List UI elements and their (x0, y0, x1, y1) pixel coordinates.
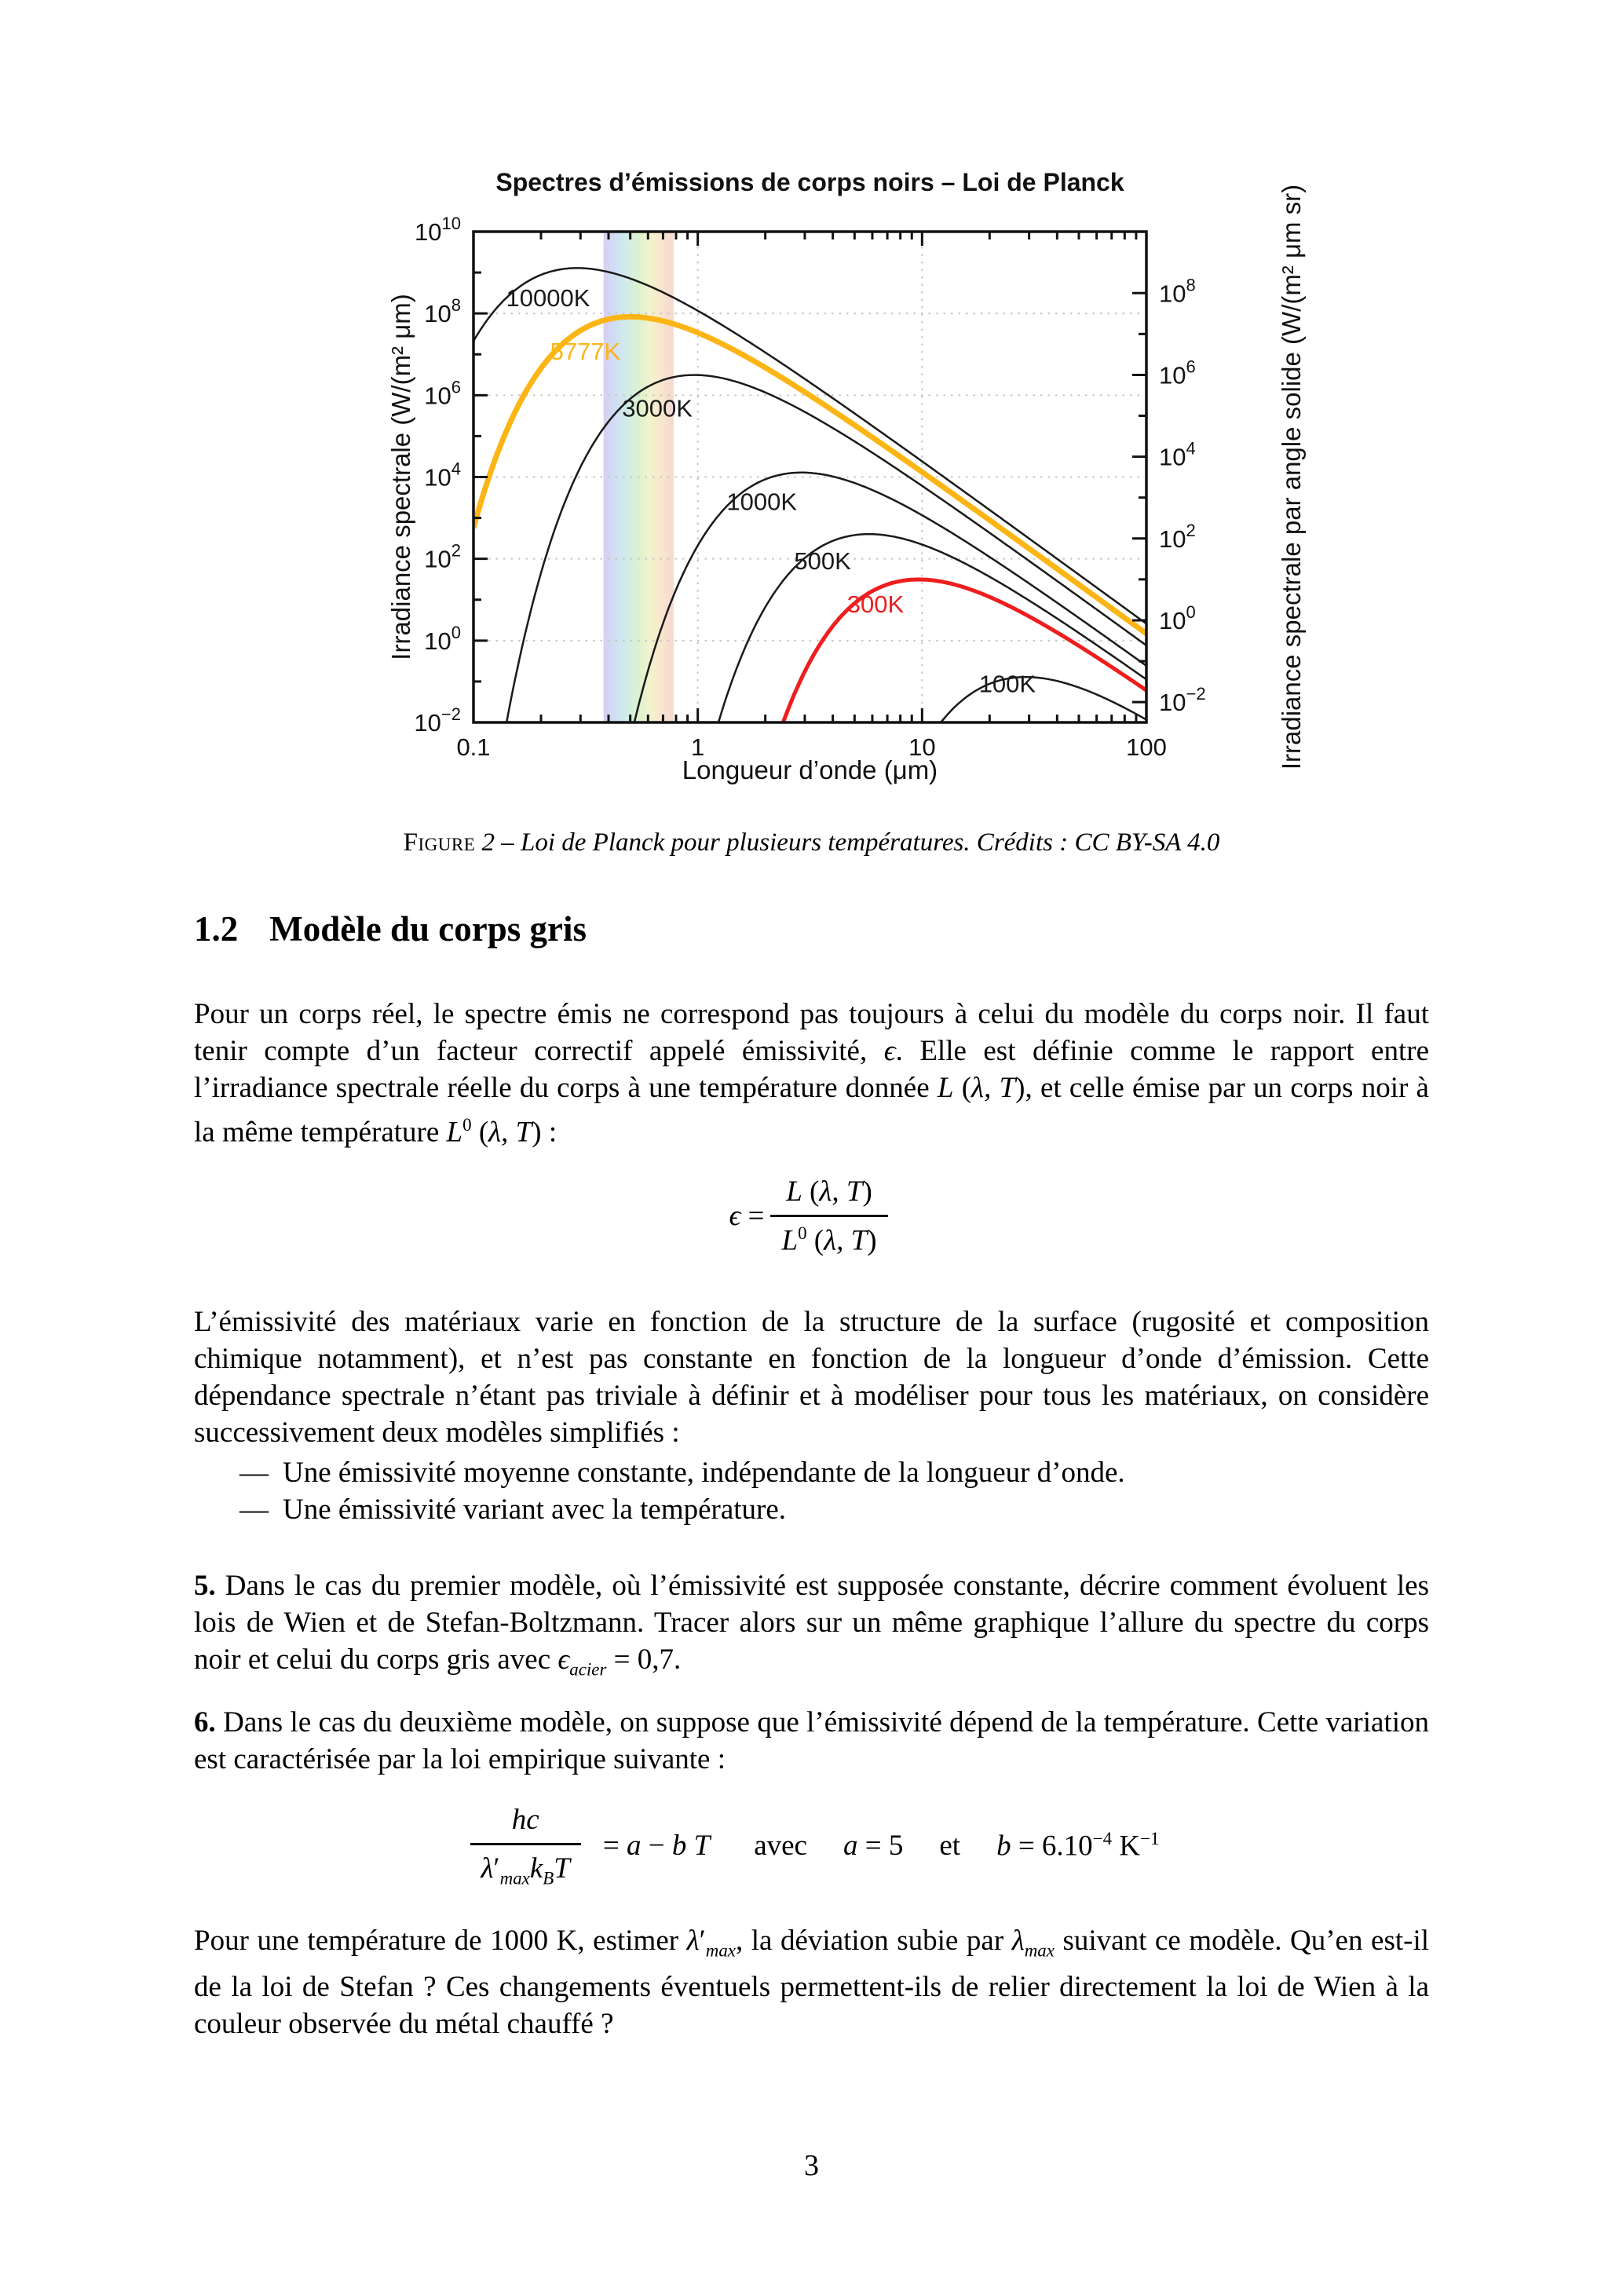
curve-label-300K: 300K (846, 590, 905, 618)
list-item (194, 1454, 1429, 1491)
equation-emissivity-lhs: ϵ = (729, 1200, 765, 1233)
equation-emissivity (194, 1175, 1429, 1257)
curve-label-5777K: 5777K (550, 337, 621, 365)
svg-text:100: 100 (1126, 733, 1167, 761)
curve-label-10000K: 10000K (506, 284, 590, 312)
page-number: 3 (804, 2149, 819, 2182)
equation-word-avec: avec (754, 1830, 807, 1863)
paragraph-emissivity-models: L’émissivité des matériaux varie en fonction de la structure de la surface (rugosité et composition chimique notamment), et n’est pas constante en fonction de la longueur d’onde d’émission. Cette dépendance spectrale n’étant pas triviale à définir et à modéliser pour tous les matériaux, on considère successivement deux modèles simplifiés : (194, 1306, 1429, 1449)
item-dash: — (239, 1493, 269, 1526)
svg-text:0.1: 0.1 (456, 733, 491, 761)
svg-text:104: $10^4$ (1159, 438, 1196, 471)
svg-text:1: 1 (691, 733, 705, 761)
svg-text:106: $10^6$ (424, 377, 461, 410)
item-text: Une émissivité variant avec la température. (283, 1493, 787, 1526)
svg-text:10: 10 (908, 733, 936, 761)
equation-empirical-law (194, 1803, 1429, 1888)
item-text: Une émissivité moyenne constante, indépendante de la longueur d’onde. (283, 1457, 1125, 1489)
figure-planck (361, 110, 1343, 809)
section-number: 1.2 (194, 909, 239, 949)
question-6-number: 6. (194, 1706, 216, 1738)
model-list (194, 1454, 1429, 1528)
question-5-number: 5. (194, 1570, 216, 1602)
svg-text:10−2: $10^{-2}$ (1159, 684, 1206, 717)
fraction-numerator: hc (511, 1804, 539, 1836)
svg-text:108: $10^8$ (424, 295, 461, 328)
question-6 (194, 1704, 1429, 1778)
equation-b-definition: $b = 6.10^{-4}$ $K^{-1}$ (996, 1829, 1160, 1863)
y-axis-title-right: Irradiance spectrale par angle solide (W/(m² μm sr) (1277, 184, 1306, 770)
planck-chart (361, 110, 1343, 809)
equation-empirical-rhs: = a − b T (602, 1830, 711, 1863)
curve-label-500K: 500K (794, 547, 851, 576)
question-6-text: Dans le cas du deuxième modèle, on suppose que l’émissivité dépend de la température. Cette variation est caractérisée par la loi empirique suivante : (194, 1706, 1429, 1775)
svg-text:10−2: $10^{-2}$ (414, 704, 461, 737)
curve-label-3000K: 3000K (622, 394, 693, 422)
svg-text:104: $10^4$ (424, 459, 461, 492)
question-5 (194, 1567, 1429, 1687)
svg-text:100: $10^0$ (424, 622, 461, 655)
curve-label-1000K: 1000K (726, 488, 798, 516)
item-dash: — (239, 1457, 269, 1489)
equation-emissivity-fraction (770, 1175, 887, 1257)
caption-text: – Loi de Planck pour plusieurs températures. Crédits : CC BY-SA 4.0 (501, 828, 1220, 857)
section-heading (194, 909, 587, 949)
curve-label-100K: 100K (978, 670, 1036, 698)
x-axis-title: Longueur d’onde (μm) (682, 755, 938, 784)
paragraph-question-followup: Pour une température de 1000 K, estimer $\lambda'_{max}$, la déviation subie par $\lambda_{max}$ suivant ce modèle. Qu’en est-il de la loi de Stefan ? Ces changements éventuels permettent-ils de relier directement la loi de Wien à la couleur observée du métal chauffé ? (194, 1925, 1429, 2041)
svg-text:102: $10^2$ (424, 540, 461, 573)
svg-text:102: $10^2$ (1159, 520, 1196, 553)
section-title: Modèle du corps gris (269, 909, 587, 949)
curve-labels (506, 284, 1036, 697)
paragraph-grey-body-intro: Pour un corps réel, le spectre émis ne correspond pas toujours à celui du modèle du corps noir. Il faut tenir compte d’un facteur correctif appelé émissivité, ϵ. Elle est définie comme le rapport entre l’irradiance spectrale réelle du corps à une température donnée L (λ, T), et celle émise par un corps noir à la même température $L^0$ (λ, T) : (194, 998, 1429, 1149)
planck-chart-svg (361, 110, 1343, 809)
svg-text:1010: $10^{10}$ (415, 214, 461, 246)
caption-number: 2 (481, 828, 495, 857)
y-axis-title-left: Irradiance spectrale (W/(m² μm) (386, 294, 415, 660)
equation-empirical-fraction (470, 1803, 581, 1888)
svg-text:108: $10^8$ (1159, 275, 1196, 308)
chart-title: Spectres d’émissions de corps noirs – Loi de Planck (495, 168, 1124, 196)
figure-caption (0, 826, 1623, 859)
question-5-text: Dans le cas du premier modèle, où l’émissivité est supposée constante, décrire comment évoluent les lois de Wien et de Stefan-Boltzmann. Tracer alors sur un même graphique l’allure du spectre du corps noir et celui du corps gris avec $\epsilon_{acier} = 0,7$. (194, 1570, 1429, 1680)
equation-word-et: et (939, 1830, 961, 1863)
fraction-denominator: $\lambda'_{max}k_BT$ (470, 1843, 581, 1888)
svg-text:106: $10^6$ (1159, 356, 1196, 389)
fraction-denominator: $L^0$ (λ, T) (770, 1215, 887, 1257)
equation-a-definition: a = 5 (843, 1830, 904, 1863)
svg-text:100: $10^0$ (1159, 601, 1196, 634)
fraction-numerator: L (λ, T) (786, 1175, 872, 1208)
list-item (194, 1491, 1429, 1528)
caption-label: Figure (403, 828, 476, 857)
